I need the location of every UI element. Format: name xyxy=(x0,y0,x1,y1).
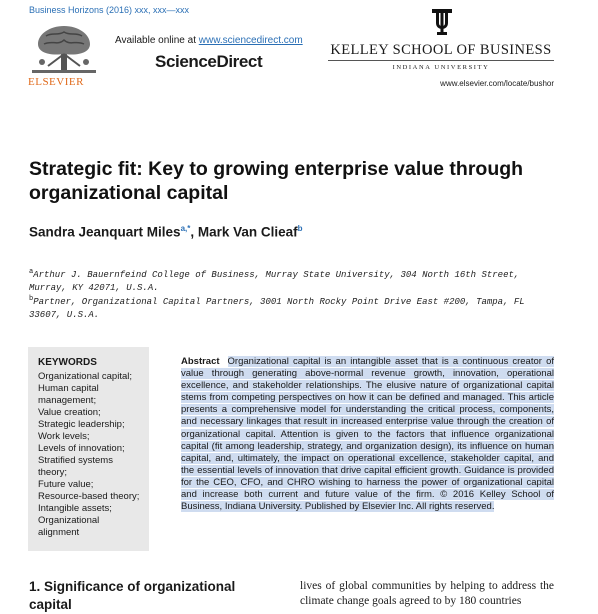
author-name: Sandra Jeanquart Miles xyxy=(29,224,181,240)
journal-reference[interactable]: Business Horizons (2016) xxx, xxx—xxx xyxy=(29,5,190,15)
keyword-item: Value creation; xyxy=(38,407,101,418)
keyword-item: Human capital xyxy=(38,383,99,394)
keyword-item: Levels of innovation; xyxy=(38,443,125,454)
author-line xyxy=(29,224,303,240)
keyword-item: Organizational capital; xyxy=(38,371,132,382)
school-name-divider xyxy=(328,60,554,61)
journal-url[interactable]: www.elsevier.com/locate/bushor xyxy=(440,79,554,88)
availability-line xyxy=(115,35,303,46)
affiliation-mark: a xyxy=(29,268,34,276)
author-separator: , xyxy=(190,224,198,240)
sciencedirect-link[interactable]: www.sciencedirect.com xyxy=(198,35,303,46)
section-heading: 1. Significance of organizational capital xyxy=(29,579,236,612)
indiana-university-trident-icon xyxy=(430,7,454,37)
keywords-list xyxy=(38,371,146,539)
abstract-label: Abstract xyxy=(181,356,220,367)
abstract-text-selection[interactable]: Organizational capital is an intangible asset that is a continuous creator of value through generating above-normal revenue growth, innovation, operational excellence, and stakeholder relationships. The elusive nature of organizational capital stems from competing perspectives on how it can be defined and managed. This article presents a comprehensive model for understanding the critical process, components, and necessary linkages that result in increased enterprise value through the creation of organizational capital. Attention is given to the factors that influence organizational capital (fit among leadership, strategy, and organization design), its influence on human capital, and, ultimately, the impact on operational excellence, stakeholder capital, and the essential levels of innovation that drive capital efficient growth. Guidance is provided for the CEO, CFO, and CHRO wishing to harness the power of organizational capital and increase both current and future value of the firm. © 2016 Kelley School of Business, Indiana University. Published by Elsevier Inc. All rights reserved. xyxy=(181,356,554,513)
keyword-item: management; xyxy=(38,395,97,406)
abstract[interactable] xyxy=(181,356,554,513)
keyword-item: Intangible assets; xyxy=(38,503,112,514)
availability-prefix: Available online at xyxy=(115,35,199,46)
keyword-item: Organizational xyxy=(38,515,100,526)
affiliation-a xyxy=(29,266,559,295)
affiliation-text: Arthur J. Bauernfeind College of Business, Murray State University, 304 North 16th Street, Murray, KY 42071, U.S.A. xyxy=(29,270,520,293)
keyword-item: Stratified systems xyxy=(38,455,113,466)
affiliation-mark: b xyxy=(29,295,34,303)
keyword-item: alignment xyxy=(38,527,80,538)
elsevier-tree-icon xyxy=(28,22,100,74)
keywords-heading: KEYWORDS xyxy=(38,357,97,368)
author-affiliation-marks[interactable]: a,* xyxy=(180,224,191,233)
school-name: KELLEY SCHOOL OF BUSINESS xyxy=(330,42,552,58)
keyword-item: Future value; xyxy=(38,479,94,490)
author-affiliation-marks[interactable]: b xyxy=(297,224,303,233)
keyword-item: Resource-based theory; xyxy=(38,491,140,502)
affiliation-b xyxy=(29,293,559,322)
keyword-item: Strategic leadership; xyxy=(38,419,125,430)
body-text: lives of global communities by helping to address the climate change goals agreed to by 180 countries xyxy=(300,580,554,607)
keyword-item: theory; xyxy=(38,467,68,478)
keyword-item: Work levels; xyxy=(38,431,90,442)
author-name: Mark Van Clieaf xyxy=(197,224,298,240)
elsevier-logo xyxy=(28,22,100,88)
university-name: INDIANA UNIVERSITY xyxy=(392,64,490,71)
article-title: Strategic fit: Key to growing enterprise value through organizational capital xyxy=(29,158,524,204)
sciencedirect-logo: ScienceDirect xyxy=(155,52,263,71)
elsevier-wordmark: ELSEVIER xyxy=(28,76,84,88)
affiliation-text: Partner, Organizational Capital Partners, 3001 North Rocky Point Drive East #200, Tampa, FL 33607, U.S.A. xyxy=(29,297,525,320)
